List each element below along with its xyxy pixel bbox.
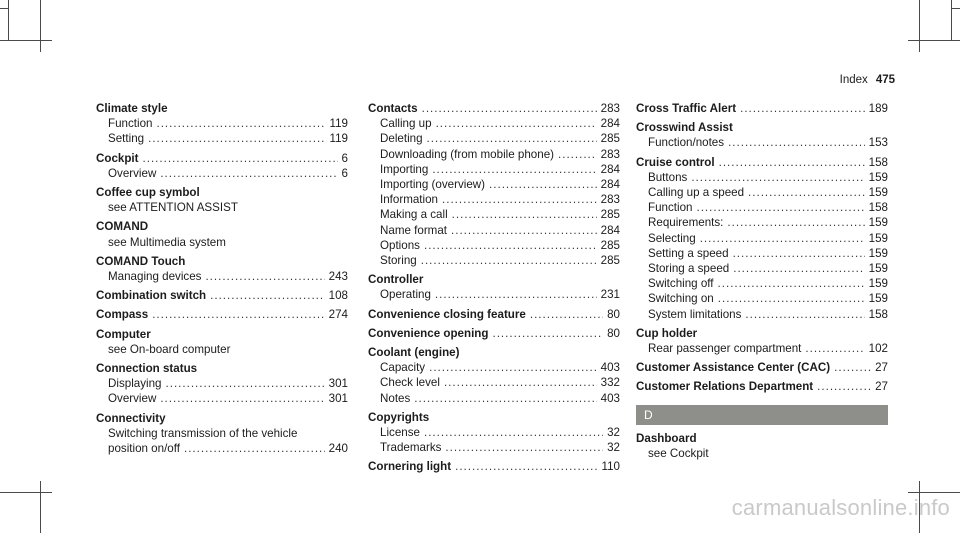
- subentry-row[interactable]: [636, 170, 888, 185]
- subentry-text: Switching off: [648, 277, 714, 291]
- page-ref[interactable]: 27: [875, 380, 888, 394]
- page-ref[interactable]: 243: [328, 270, 348, 284]
- page-ref[interactable]: 231: [600, 288, 620, 302]
- subentry-row[interactable]: [368, 147, 620, 162]
- leader-dots: [424, 238, 597, 253]
- index-entry: [96, 327, 348, 357]
- page-ref[interactable]: 27: [875, 361, 888, 375]
- subentry-row[interactable]: [636, 185, 888, 200]
- page-ref[interactable]: 159: [868, 216, 888, 230]
- subentry-text: position on/off: [108, 442, 180, 456]
- leader-dots: [152, 307, 324, 322]
- subentry-text: Calling up: [380, 117, 432, 131]
- subentry-row[interactable]: [96, 441, 348, 456]
- leader-dots: [442, 192, 597, 207]
- index-entry: [96, 288, 348, 303]
- page-ref[interactable]: 159: [868, 246, 888, 260]
- subentry-row[interactable]: [636, 341, 888, 356]
- entry-title-text: Cruise control: [636, 155, 715, 169]
- subentry-row[interactable]: [368, 440, 620, 455]
- subentry-row[interactable]: [636, 307, 888, 322]
- index-entry: [368, 345, 620, 406]
- page-ref[interactable]: 159: [868, 277, 888, 291]
- index-column-2: [368, 101, 620, 479]
- entry-title-row[interactable]: [368, 326, 620, 341]
- page-ref[interactable]: 283: [600, 193, 620, 207]
- page-ref[interactable]: 301: [328, 377, 348, 391]
- subentry-row[interactable]: [368, 253, 620, 268]
- crop-mark: [40, 0, 41, 52]
- entry-title-row[interactable]: [368, 459, 620, 474]
- page-ref[interactable]: 403: [600, 361, 620, 375]
- leader-dots: [421, 253, 597, 268]
- page-ref[interactable]: 284: [600, 223, 620, 237]
- page-ref[interactable]: 285: [600, 238, 620, 252]
- entry-title: [96, 101, 348, 116]
- page-ref[interactable]: 403: [600, 391, 620, 405]
- crop-mark: [919, 0, 920, 52]
- subentry-row[interactable]: [96, 391, 348, 406]
- entry-title-text: Cross Traffic Alert: [636, 102, 737, 115]
- subentry-text: Switching on: [648, 292, 714, 306]
- leader-dots: [733, 261, 864, 276]
- leader-dots: [728, 135, 865, 150]
- leader-dots: [445, 440, 603, 455]
- entry-title-row[interactable]: [96, 307, 348, 322]
- subentry-row[interactable]: [96, 116, 348, 131]
- index-entry: [368, 410, 620, 456]
- page-number: 475: [875, 74, 895, 86]
- crop-mark: [908, 492, 960, 493]
- entry-title-text: Computer: [96, 327, 151, 341]
- page-ref[interactable]: 301: [328, 392, 348, 406]
- crop-mark: [0, 8, 8, 9]
- subentry-text: License: [380, 426, 420, 440]
- page-ref[interactable]: 158: [868, 201, 888, 215]
- entry-title: [636, 326, 888, 341]
- page-ref[interactable]: 102: [868, 342, 888, 356]
- crop-mark: [8, 0, 9, 40]
- page-ref[interactable]: 32: [607, 426, 620, 440]
- index-entry: [636, 120, 888, 150]
- index-entry: [96, 361, 348, 407]
- crop-mark: [952, 8, 960, 9]
- leader-dots: [205, 269, 324, 284]
- leader-dots: [444, 375, 597, 390]
- header-label: Index: [839, 74, 868, 86]
- subentry-row[interactable]: [368, 360, 620, 375]
- page-ref[interactable]: 332: [600, 376, 620, 390]
- page-ref[interactable]: 158: [868, 155, 888, 169]
- index-entry: [636, 431, 888, 461]
- leader-dots: [414, 391, 596, 406]
- leader-dots: [143, 151, 338, 166]
- leader-dots: [834, 360, 871, 375]
- subentry-text: see ATTENTION ASSIST: [108, 201, 238, 215]
- subentry-text: Options: [380, 238, 420, 252]
- entry-title-text: Dashboard: [636, 431, 697, 445]
- entry-title: [96, 219, 348, 234]
- entry-title-text: Customer Assistance Center (CAC): [636, 361, 831, 375]
- subentry-text: Importing (overview): [380, 178, 486, 192]
- entry-title-text: Customer Relations Department: [636, 380, 814, 394]
- page-ref[interactable]: 240: [328, 442, 348, 456]
- leader-dots: [696, 200, 864, 215]
- leader-dots: [558, 147, 597, 162]
- subentry-text: Function: [648, 201, 693, 215]
- entry-title-row[interactable]: [636, 379, 888, 394]
- subentry-row[interactable]: [368, 425, 620, 440]
- leader-dots: [148, 131, 325, 146]
- leader-dots: [432, 162, 596, 177]
- subentry-row[interactable]: [368, 162, 620, 177]
- index-entry: [636, 155, 888, 322]
- subentry-row[interactable]: [636, 135, 888, 150]
- page-ref[interactable]: 285: [600, 254, 620, 268]
- page-ref[interactable]: 153: [868, 136, 888, 150]
- entry-title-text: Climate style: [96, 102, 168, 115]
- entry-title-row[interactable]: [368, 307, 620, 322]
- page-ref[interactable]: 285: [600, 208, 620, 222]
- leader-dots: [489, 177, 597, 192]
- subentry-text: Calling up a speed: [648, 186, 745, 200]
- page-ref[interactable]: 6: [341, 166, 348, 180]
- subentry-text: Importing: [380, 162, 429, 176]
- entry-title-text: Copyrights: [368, 410, 430, 424]
- entry-title: [636, 431, 888, 446]
- page-ref[interactable]: 283: [600, 147, 620, 161]
- leader-dots: [700, 231, 865, 246]
- leader-dots: [184, 441, 325, 456]
- entry-title-text: Cockpit: [96, 151, 139, 165]
- subentry-row[interactable]: [368, 116, 620, 131]
- entry-title: [96, 327, 348, 342]
- page-ref[interactable]: 110: [601, 460, 620, 474]
- leader-dots: [435, 287, 597, 302]
- page-ref[interactable]: 159: [868, 262, 888, 276]
- subentry-text: Buttons: [648, 170, 688, 184]
- subentry-row[interactable]: [368, 207, 620, 222]
- crop-mark: [951, 0, 952, 40]
- entry-title-text: Connectivity: [96, 411, 166, 425]
- leader-dots: [805, 341, 864, 356]
- index-entry: [368, 101, 620, 268]
- index-entry: [96, 101, 348, 147]
- subentry-row[interactable]: [368, 223, 620, 238]
- leader-dots: [436, 116, 597, 131]
- page-ref[interactable]: 284: [600, 117, 620, 131]
- leader-dots: [451, 223, 597, 238]
- leader-dots: [718, 276, 865, 291]
- page-ref[interactable]: 189: [868, 102, 888, 115]
- page-ref[interactable]: 159: [868, 231, 888, 245]
- leader-dots: [422, 101, 597, 116]
- subentry-text: Overview: [108, 392, 157, 406]
- entry-title-text: Convenience closing feature: [368, 307, 526, 321]
- index-column-1: [96, 101, 348, 460]
- index-entry: [636, 326, 888, 356]
- page-ref[interactable]: 274: [328, 308, 348, 322]
- subentry-text: Deleting: [380, 132, 423, 146]
- subentry-text: see On-board computer: [108, 342, 231, 356]
- leader-dots: [424, 425, 603, 440]
- page-ref[interactable]: 119: [329, 117, 348, 131]
- subentry-text: Storing: [380, 254, 417, 268]
- entry-title-text: Coolant (engine): [368, 346, 460, 360]
- page-header: [840, 74, 895, 86]
- subentry-row[interactable]: [368, 131, 620, 146]
- subentry-text: Selecting: [648, 231, 696, 245]
- entry-title: [96, 254, 348, 269]
- subentry-row[interactable]: [368, 287, 620, 302]
- index-entry: [368, 326, 620, 341]
- subentry-row[interactable]: [368, 192, 620, 207]
- subentry-text: see Cockpit: [648, 446, 709, 460]
- subentry-row[interactable]: [368, 375, 620, 390]
- entry-title-row[interactable]: [636, 101, 888, 116]
- entry-title-text: Cup holder: [636, 326, 698, 340]
- subentry-text: Trademarks: [380, 441, 442, 455]
- entry-title-text: Combination switch: [96, 289, 207, 303]
- entry-title: [96, 361, 348, 376]
- page-ref[interactable]: 80: [607, 307, 620, 321]
- entry-title: [636, 120, 888, 135]
- crop-mark: [0, 40, 52, 41]
- page-ref[interactable]: 283: [600, 102, 620, 115]
- subentry-text: System limitations: [648, 307, 742, 321]
- index-entry: [636, 101, 888, 116]
- index-entry: [96, 151, 348, 181]
- entry-title: [96, 411, 348, 426]
- leader-dots: [727, 215, 864, 230]
- subentry-text: Switching transmission of the vehicle: [108, 426, 298, 440]
- leader-dots: [210, 288, 325, 303]
- subentry-text: Managing devices: [108, 270, 202, 284]
- index-entry: [368, 272, 620, 302]
- entry-title-row[interactable]: [636, 155, 888, 170]
- subentry-text: Function: [108, 117, 153, 131]
- leader-dots: [719, 155, 865, 170]
- subentry-text: Information: [380, 193, 438, 207]
- index-entry: [96, 185, 348, 215]
- entry-title-text: Coffee cup symbol: [96, 186, 200, 200]
- subentry-row[interactable]: [368, 177, 620, 192]
- entry-title-row[interactable]: [96, 151, 348, 166]
- index-entry: [96, 307, 348, 322]
- subentry-text: see Multimedia system: [108, 235, 226, 249]
- entry-title-text: Crosswind Assist: [636, 121, 733, 135]
- entry-title: [368, 345, 620, 360]
- entry-title-text: Connection status: [96, 362, 198, 376]
- entry-title-text: Controller: [368, 273, 424, 287]
- leader-dots: [745, 307, 864, 322]
- page-ref[interactable]: 285: [600, 132, 620, 146]
- entry-title-row[interactable]: [636, 360, 888, 375]
- subentry-row[interactable]: [96, 269, 348, 284]
- subentry-text: Overview: [108, 166, 157, 180]
- leader-dots: [455, 459, 597, 474]
- leader-dots: [156, 116, 325, 131]
- leader-dots: [160, 166, 337, 181]
- subentry-row[interactable]: [96, 376, 348, 391]
- subentry-row[interactable]: [96, 131, 348, 146]
- leader-dots: [748, 185, 865, 200]
- entry-title-row[interactable]: [96, 288, 348, 303]
- entry-title: [368, 410, 620, 425]
- entry-title-row[interactable]: [368, 101, 620, 116]
- subentry-text: Displaying: [108, 377, 162, 391]
- leader-dots: [427, 131, 597, 146]
- entry-title-text: Cornering light: [368, 460, 452, 474]
- index-entry: [96, 254, 348, 284]
- index-entry: [368, 307, 620, 322]
- subentry-row[interactable]: [636, 215, 888, 230]
- page-ref[interactable]: 158: [868, 307, 888, 321]
- leader-dots: [530, 307, 603, 322]
- subentry-row[interactable]: [636, 276, 888, 291]
- subentry-text: Name format: [380, 223, 448, 237]
- subentry-text: Capacity: [380, 361, 426, 375]
- entry-title: [368, 272, 620, 287]
- entry-title-text: Compass: [96, 308, 149, 322]
- leader-dots: [733, 246, 865, 261]
- subentry-row[interactable]: [368, 238, 620, 253]
- subentry-text: Setting a speed: [648, 246, 729, 260]
- subentry-text: Rear passenger compartment: [648, 342, 802, 356]
- entry-title-text: Contacts: [368, 102, 418, 115]
- page-ref[interactable]: 108: [328, 289, 348, 303]
- subentry-row[interactable]: [96, 166, 348, 181]
- subentry-text: Operating: [380, 288, 431, 302]
- index-column-3: [636, 101, 888, 465]
- leader-dots: [718, 291, 865, 306]
- subentry-row[interactable]: [636, 200, 888, 215]
- page-ref[interactable]: 284: [600, 162, 620, 176]
- index-entry: [96, 411, 348, 457]
- section-letter: D: [636, 405, 888, 425]
- subentry-row[interactable]: [368, 391, 620, 406]
- page-ref[interactable]: 159: [868, 186, 888, 200]
- page-ref[interactable]: 80: [607, 326, 620, 340]
- subentry-text: Making a call: [380, 208, 448, 222]
- index-entry: [636, 379, 888, 394]
- index-entry: [96, 219, 348, 249]
- page-ref[interactable]: 119: [329, 132, 348, 146]
- crop-mark: [40, 481, 41, 533]
- subentry-row[interactable]: [636, 246, 888, 261]
- leader-dots: [817, 379, 871, 394]
- entry-title-text: COMAND: [96, 220, 149, 234]
- subentry-text: Setting: [108, 132, 145, 146]
- leader-dots: [429, 360, 597, 375]
- subentry-text: Notes: [380, 391, 411, 405]
- leader-dots: [691, 170, 864, 185]
- index-entry: [636, 360, 888, 375]
- leader-dots: [160, 391, 324, 406]
- leader-dots: [492, 326, 603, 341]
- crop-mark: [0, 492, 52, 493]
- subentry-row[interactable]: [636, 231, 888, 246]
- page-ref[interactable]: 159: [868, 170, 888, 184]
- page-ref[interactable]: 32: [607, 441, 620, 455]
- crop-mark: [908, 40, 960, 41]
- subentry-text: Storing a speed: [648, 262, 730, 276]
- leader-dots: [452, 207, 597, 222]
- page-ref[interactable]: 6: [341, 151, 348, 165]
- subentry-text: Check level: [380, 376, 440, 390]
- subentry-text: Downloading (from mobile phone): [380, 147, 554, 161]
- watermark: carmanualsonline.info: [731, 495, 950, 520]
- subentry-row[interactable]: [636, 261, 888, 276]
- subentry-text: Function/notes: [648, 136, 725, 150]
- leader-dots: [740, 101, 865, 116]
- leader-dots: [166, 376, 325, 391]
- subentry-row[interactable]: [636, 291, 888, 306]
- subentry-text: Requirements:: [648, 216, 724, 230]
- page-ref[interactable]: 159: [868, 292, 888, 306]
- entry-title-text: COMAND Touch: [96, 254, 186, 268]
- page-ref[interactable]: 284: [600, 178, 620, 192]
- entry-title-text: Convenience opening: [368, 326, 489, 340]
- index-entry: [368, 459, 620, 474]
- entry-title: [96, 185, 348, 200]
